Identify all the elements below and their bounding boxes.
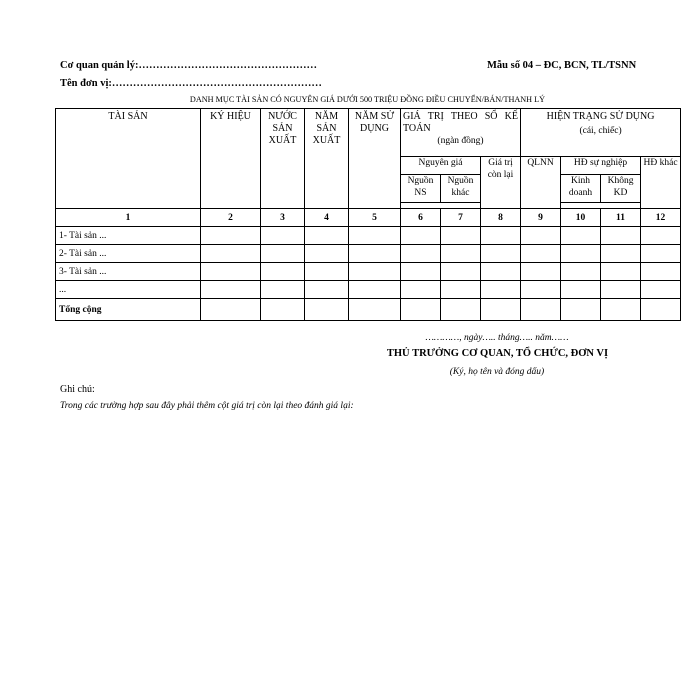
- column-number: 8: [481, 209, 521, 227]
- header-book-value: [401, 109, 521, 157]
- column-number: 2: [201, 209, 261, 227]
- status-label: HIỆN TRẠNG SỬ DỤNG: [546, 111, 655, 122]
- table-row: [56, 263, 681, 281]
- book-value-unit: (ngàn đồng): [437, 136, 484, 146]
- header-original-price: Nguyên giá: [401, 157, 481, 175]
- unit-label: Tên đơn vị:……………………………………………………: [60, 78, 322, 89]
- header-other: HĐ khác: [641, 157, 681, 209]
- asset-table: [55, 108, 681, 321]
- form-code: Mẫu số 04 – ĐC, BCN, TL/TSNN: [487, 60, 637, 71]
- column-number: 9: [521, 209, 561, 227]
- header-year-made: NĂM SẢN XUẤT: [305, 109, 349, 209]
- row-label: 1- Tài sản ...: [56, 227, 201, 245]
- document-title: DANH MỤC TÀI SẢN CÓ NGUYÊN GIÁ DƯỚI 500 TRIỆU ĐỒNG ĐIỀU CHUYỂN/BÁN/THANH LÝ: [189, 95, 546, 104]
- header-country: NƯỚC SẢN XUẤT: [261, 109, 305, 209]
- book-value-label: GIÁ TRỊ THEO SỔ KẾ TOÁN: [403, 111, 519, 134]
- header-remaining-value: Giá trị còn lại: [481, 157, 521, 209]
- total-row: [56, 299, 681, 321]
- header-code: KÝ HIỆU: [201, 109, 261, 209]
- column-number: 4: [305, 209, 349, 227]
- header-non-business: Không KD: [601, 175, 641, 203]
- column-number: 10: [561, 209, 601, 227]
- column-number: 5: [349, 209, 401, 227]
- signature-date-line: …………, ngày….. tháng….. năm……: [425, 333, 569, 343]
- table-row: [56, 227, 681, 245]
- header-asset: TÀI SẢN: [56, 109, 201, 209]
- column-number: 11: [601, 209, 641, 227]
- header-source-ns: Nguồn NS: [401, 175, 441, 203]
- row-label: ...: [56, 281, 201, 299]
- signature-title: THỦ TRƯỞNG CƠ QUAN, TỔ CHỨC, ĐƠN VỊ: [386, 348, 609, 359]
- table-row: [56, 281, 681, 299]
- header-business: Kinh doanh: [561, 175, 601, 203]
- column-number: 12: [641, 209, 681, 227]
- row-label: 3- Tài sản ...: [56, 263, 201, 281]
- signature-note: (Ký, họ tên và đóng dấu): [449, 367, 545, 377]
- notes-label: Ghi chú:: [60, 384, 95, 395]
- table-row: [56, 245, 681, 263]
- column-number: 1: [56, 209, 201, 227]
- column-number: 7: [441, 209, 481, 227]
- column-number: 3: [261, 209, 305, 227]
- header-source-other: Nguồn khác: [441, 175, 481, 203]
- status-unit: (cái, chiếc): [579, 126, 622, 136]
- notes-text: Trong các trường hợp sau đây phải thêm cột giá trị còn lại theo đánh giá lại:: [60, 401, 354, 411]
- header-qlnn: QLNN: [521, 157, 561, 209]
- header-status: [521, 109, 681, 157]
- header-career: HĐ sự nghiệp: [561, 157, 641, 175]
- column-number: 6: [401, 209, 441, 227]
- column-number-row: [56, 209, 681, 227]
- row-label: 2- Tài sản ...: [56, 245, 201, 263]
- total-label: Tổng cộng: [56, 299, 201, 321]
- agency-label: Cơ quan quản lý:……………………………………………: [60, 60, 317, 71]
- header-year-used: NĂM SỬ DỤNG: [349, 109, 401, 209]
